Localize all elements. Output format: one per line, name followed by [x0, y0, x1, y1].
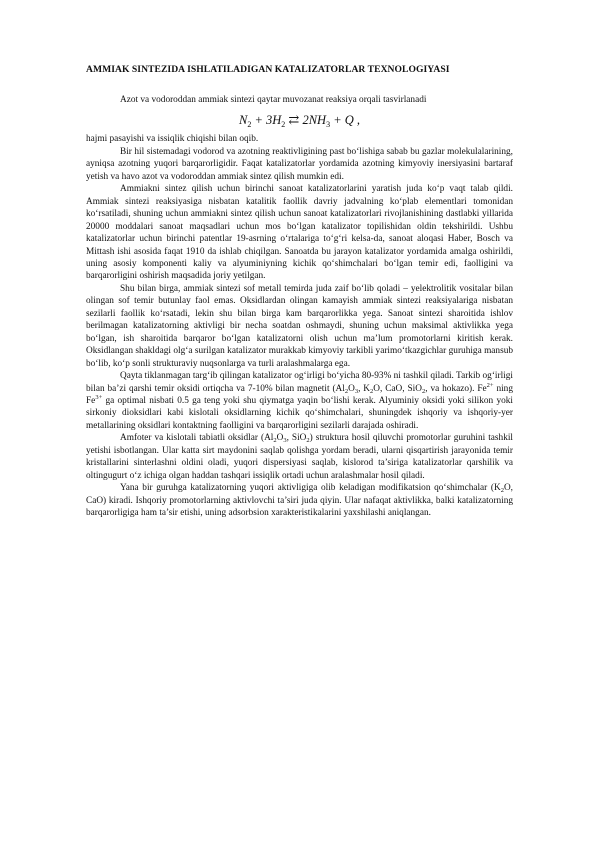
p4-text-c: , K [358, 383, 371, 394]
paragraph-4 [86, 370, 513, 432]
p4-sub-3: 2 [370, 387, 374, 395]
reaction-equation [86, 108, 513, 132]
paragraph-5 [86, 432, 513, 482]
p4-sub-4: 2 [421, 387, 426, 395]
p6-sub-1: 2 [500, 487, 504, 495]
formula-n-subscript: 2 [247, 120, 252, 130]
p5-text-c: , SiO [286, 433, 307, 444]
p5-text-d: ) struktura hosil qiluvchi promotorlar guruhini tashkil yetishi isbotlangan. Ular katta sirt maydonini saqlab qolishga yordam beradi, ularni qisqartirish jarayonida temir kristallarini sinterlashni oldini oladi, yuqori dispersiyasi saqlab, kislorod ta’siriga katalizatorlar qarshilik va oltingugurt o‘z ichiga olgan haddan tashqari issiqlik ortadi uchun aralashmalar hosil qiladi. [86, 433, 514, 481]
formula-nh-subscript: 3 [326, 120, 331, 130]
p5-sub-2: 3 [283, 437, 287, 445]
p5-sub-3: 2 [306, 437, 310, 445]
p4-text-f: ning Fe [86, 383, 513, 406]
p4-sub-2: 3 [354, 387, 359, 395]
formula-q: + Q , [330, 113, 361, 128]
p4-text-a: Qayta tiklanmagan targ‘ib qilingan katalizator og‘irligi bo‘yicha 80-93% ni tashkil qiladi. Tarkib og‘irligi bilan ba’zi qarshi temir oksidi ortiqcha va 7-10% bilan magnetit (Al [86, 371, 513, 394]
formula-plus-3: + 3 [251, 113, 273, 128]
formula-nh: 2NH [299, 113, 327, 128]
p4-sub-1: 2 [344, 387, 349, 395]
p4-sup-2: 3+ [95, 393, 103, 401]
p6-text-a: Yana bir guruhga katalizatorning yuqori aktivligiga olib keladigan modifikatsion qo‘shimchalar (K [120, 483, 501, 494]
paragraph-1: Bir hil sistemadagi vodorod va azotning reaktivligining past bo‘lishiga sabab bu gazlar molekulalarining, ayniqsa azotning yuqori barqarorligidir. Faqat katalizatorlar yordamida azotning kimyoviy inersiyasini bartaraf yetish va havo azot va vodoroddan ammiak sintez qilish mumkin edi. [86, 146, 513, 182]
p5-text-b: O [276, 433, 284, 444]
document-title: AMMIAK SINTEZIDA ISHLATILADIGAN KATALIZATORLAR TEXNOLOGIYASI [86, 64, 450, 75]
p6-text-b: O, CaO) kiradi. Ishqoriy promotorlarning aktivlovchi ta’siri juda qiyin. Ular nafaqat aktivlikka, balki katalizatorning barqarorligiga ham ta’sir etishi, uning adsorbsion xarakteristikalarini yaxshilashi aniqlangan. [86, 483, 513, 519]
p4-text-b: O [348, 383, 355, 394]
p4-text-d: O, CaO, SiO [373, 383, 422, 394]
p5-sub-1: 2 [273, 437, 277, 445]
document-body [86, 94, 513, 520]
intro-paragraph: Azot va vodoroddan ammiak sintezi qaytar muvozanat reaksiya orqali tasvirlanadi [120, 95, 427, 105]
paragraph-6 [86, 482, 513, 519]
formula-n: N [238, 113, 248, 128]
formula-h-subscript: 2 [281, 120, 286, 130]
after-formula-text: hajmi pasayishi va issiqlik chiqishi bilan oqib. [86, 134, 259, 145]
formula-h: H [272, 113, 282, 128]
p5-text-a: Amfoter va kislotali tabiatli oksidlar (Al [120, 433, 274, 444]
p4-text-g: ga optimal nisbati 0.5 ga teng yoki shu qiymatga yaqin bo‘lishi kerak. Alyuminiy oksidi yoki silikon yoki sirkoniy dioksidlari kabi kislotali oksidlarning kichik qo‘shimchalari, shuningdek ishqoriy va ishqoriy-yer metallarining oksidlari kontaktning faolligini va barqarorligini sezilarli darajada oshiradi. [86, 395, 513, 431]
paragraph-3: Shu bilan birga, ammiak sintezi sof metall temirda juda zaif bo‘lib qoladi – yelektrolitik vositalar bilan olingan sof temir butunlay faol emas. Oksidlardan olingan kamayish ammiak sintezi reaksiyalariga nisbatan sezilarli faollik ko‘rsatadi, lekin shu bilan birga kam barqarorlikka yega. Sanoat sintezi sharoitida ishlov berilmagan katalizatorning aktivligi bir necha soatdan oshmaydi, shuning uchun maksimal aktivlikka yega bo‘lgan, ish sharoitida barqaror bo‘lgan katalizatorni olish uchun ma’lum promotorlarni kiritish kerak. Oksidlangan shakldagi olg‘a surilgan katalizator murakkab kimyoviy tarkibli yarimo‘tkazgichlar guruhiga mansub bo‘lib, ko‘p sonli strukturaviy nuqsonlarga va turli aralashmalarga ega. [86, 283, 513, 369]
equilibrium-arrows-icon: ⇄ [288, 112, 300, 128]
p4-sup-1: 2+ [486, 381, 494, 389]
paragraph-2: Ammiakni sintez qilish uchun birinchi sanoat katalizatorlarini yaratish juda ko‘p vaqt talab qildi. Ammiak sintezi reaksiyasiga nisbatan katalitik faollik davriy jadvalning ko‘plab elementlari tomonidan ko‘rsatiladi, shuning uchun ammiakni sintez qilish uchun sanoat katalizatorlari rivojlanishining dastlabki yillarida 20000 moddalari sanoat maqsadlari uchun mos bo‘lgan katalizator topilishidan oldin tekshirildi. Ushbu katalizatorlar uchun birinchi patentlar 19-asrning o‘rtalariga to‘g‘ri kelsa-da, sanoat aloqasi Haber, Bosch va Mittash ishi asosida faqat 1910 da ishlab chiqilgan. Sanoatda bu jarayon katalizator yordamida amalga oshirildi, uning asosiy komponenti kaliy va alyuminiyning kichik qo‘shimchalari bo‘lgan temir edi, faolligini va barqarorligini oshirish maqsadida joriy yetilgan. [86, 184, 513, 282]
p4-text-e: , va hokazo). Fe [425, 383, 487, 394]
